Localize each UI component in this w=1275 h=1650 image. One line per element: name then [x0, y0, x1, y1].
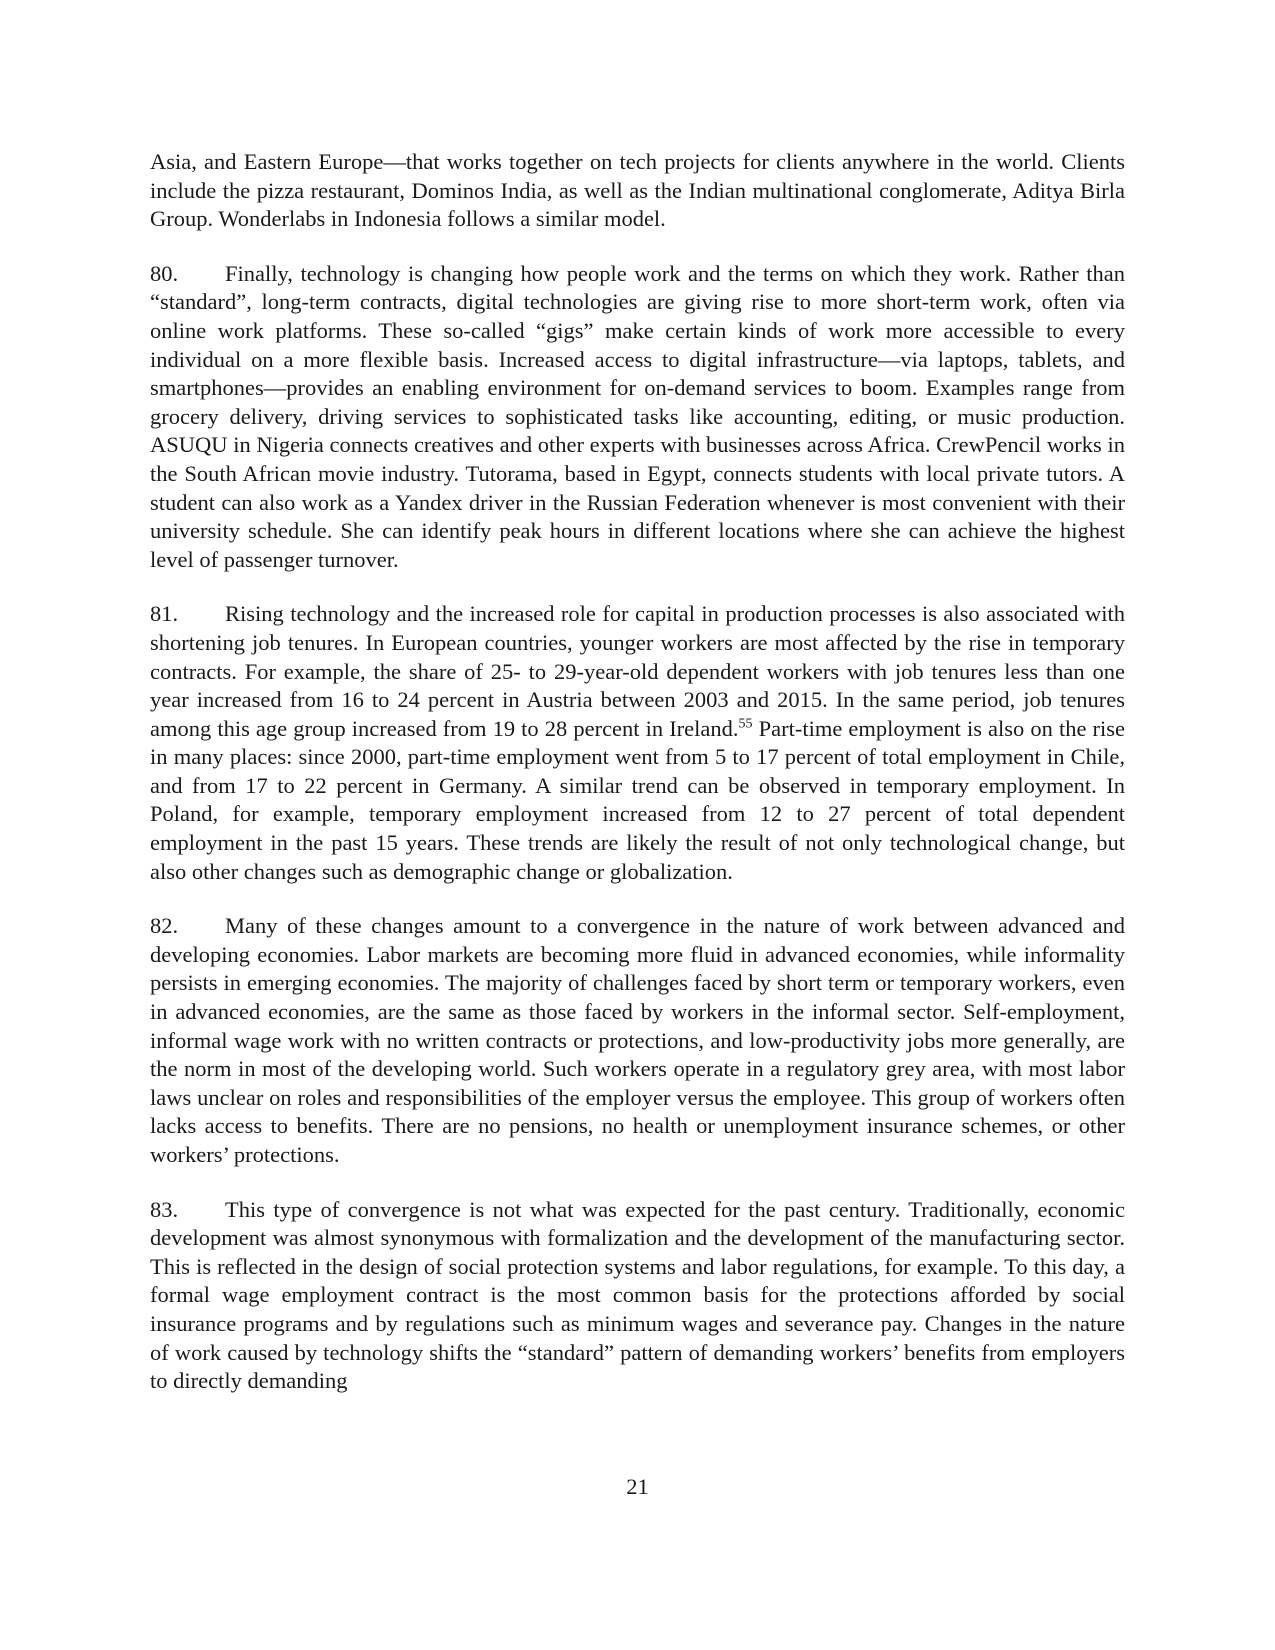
paragraph-text: Finally, technology is changing how people work and the terms on which they work. Rather than “standard”, long-term contracts, digital technologies are giving rise to more short-term work, often via online work platforms. These so-called “gigs” make certain kinds of work more accessible to every individual on a more flexible basis. Increased access to digital infrastructure—via laptops, tablets, and smartphones—provides an enabling environment for on-demand services to boom. Examples range from grocery delivery, driving services to sophisticated tasks like accounting, editing, or music production. ASUQU in Nigeria connects creatives and other experts with businesses across Africa. CrewPencil works in the South African movie industry. Tutorama, based in Egypt, connects students with local private tutors. A student can also work as a Yandex driver in the Russian Federation whenever is most convenient with their university schedule. She can identify peak hours in different locations where she can achieve the highest level of passenger turnover. [150, 260, 1125, 572]
paragraph-text: Many of these changes amount to a convergence in the nature of work between advanced and developing economies. Labor markets are becoming more fluid in advanced economies, while informality persists in emerging economies. The majority of challenges faced by short term or temporary workers, even in advanced economies, are the same as those faced by workers in the informal sector. Self-employment, informal wage work with no written contracts or protections, and low-productivity jobs more generally, are the norm in most of the developing world. Such workers operate in a regulatory grey area, with most labor laws unclear on roles and responsibilities of the employer versus the employee. This group of workers often lacks access to benefits. There are no pensions, no health or unemployment insurance schemes, or other workers’ protections. [150, 913, 1125, 1167]
footnote-reference[interactable]: 55 [738, 716, 753, 732]
paragraph-number: 80. [150, 260, 179, 286]
paragraph-83 [150, 1196, 1125, 1396]
continued-paragraph: Asia, and Eastern Europe—that works together on tech projects for clients anywhere in the world. Clients include the pizza restaurant, Dominos India, as well as the Indian multinational conglomerate, Aditya Birla Group. Wonderlabs in Indonesia follows a similar model. [150, 149, 1125, 232]
document-body [150, 148, 1125, 1422]
paragraph-81 [150, 600, 1125, 886]
paragraph-number: 82. [150, 913, 179, 939]
paragraph-80 [150, 260, 1125, 575]
page-number: 21 [626, 1474, 649, 1499]
paragraph-number: 81. [150, 601, 179, 627]
paragraph-text: Rising technology and the increased role for capital in production processes is also associated with shortening job tenures. In European countries, younger workers are most affected by the rise in temporary contracts. For example, the share of 25- to 29-year-old dependent workers with job tenures less than one year increased from 16 to 24 percent in Austria between 2003 and 2015. In the same period, job tenures among this age group increased from 19 to 28 percent in Ireland. [150, 601, 1125, 741]
paragraph-text: This type of convergence is not what was expected for the past century. Traditionally, economic development was almost synonymous with formalization and the development of the manufacturing sector. This is reflected in the design of social protection systems and labor regulations, for example. To this day, a formal wage employment contract is the most common basis for the protections afforded by social insurance programs and by regulations such as minimum wages and severance pay. Changes in the nature of work caused by technology shifts the “standard” pattern of demanding workers’ benefits from employers to directly demanding [150, 1196, 1125, 1394]
paragraph-text-continued: Part-time employment is also on the rise in many places: since 2000, part-time employment went from 5 to 17 percent of total employment in Chile, and from 17 to 22 percent in Germany. A similar trend can be observed in temporary employment. In Poland, for example, temporary employment increased from 12 to 27 percent of total dependent employment in the past 15 years. These trends are likely the result of not only technological change, but also other changes such as demographic change or globalization. [150, 715, 1125, 884]
paragraph-number: 83. [150, 1196, 179, 1222]
paragraph-82 [150, 912, 1125, 1169]
